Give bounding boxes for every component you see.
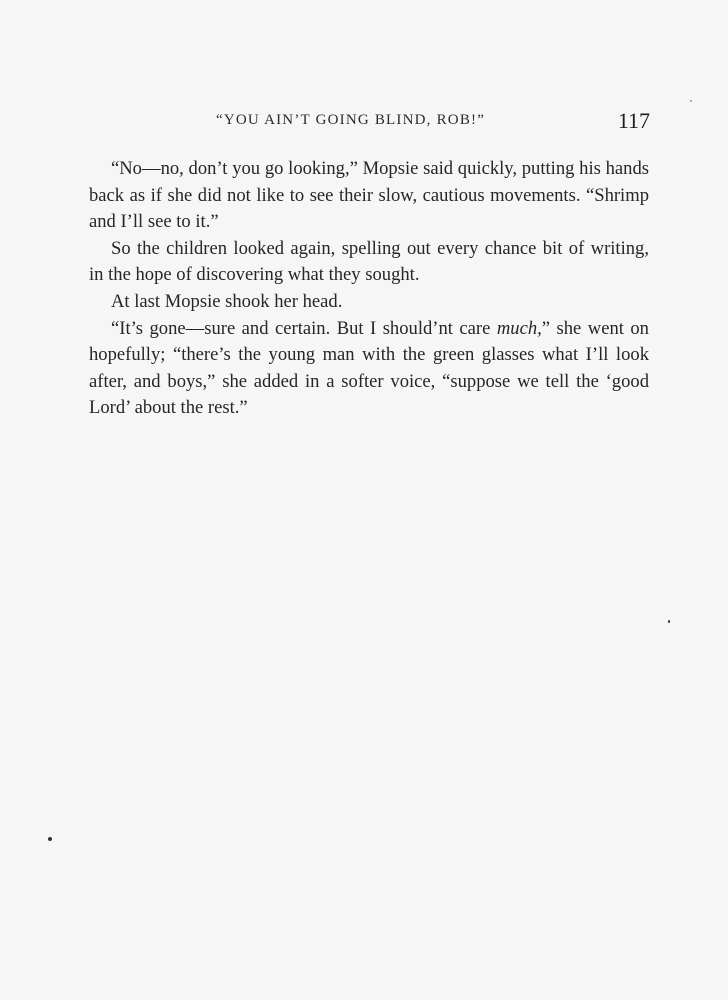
running-title: “YOU AIN’T GOING BLIND, ROB!” <box>216 112 486 128</box>
paragraph-text: At last Mopsie shook her head. <box>111 290 343 312</box>
ink-speck <box>668 620 670 623</box>
ink-speck <box>48 837 52 841</box>
ink-speck <box>690 100 692 102</box>
running-head <box>90 108 650 136</box>
paragraph-text: So the children looked again, spelling out every chance bit of writing, in the hope of discovering what they sought. <box>89 237 649 286</box>
body-text <box>89 156 649 422</box>
paragraph <box>89 156 649 236</box>
paragraph <box>89 316 649 422</box>
paragraph-text: “No—no, don’t you go looking,” Mopsie said quickly, putting his hands back as if she did not like to see their slow, cautious movements. “Shrimp and I’ll see to it.” <box>89 158 649 233</box>
emphasized-text: much, <box>496 317 542 339</box>
paragraph-text: ” she went on hopefully; “there’s the young man with the green glasses what I’ll look after, and boys,” she added in a softer voice, “suppose we tell the ‘good Lord’ about the rest.” <box>89 317 649 419</box>
paragraph-text: “It’s gone—sure and certain. But I should’nt care <box>111 317 497 339</box>
paragraph <box>89 289 649 316</box>
paragraph <box>89 236 649 289</box>
page-number: 117 <box>617 108 650 133</box>
